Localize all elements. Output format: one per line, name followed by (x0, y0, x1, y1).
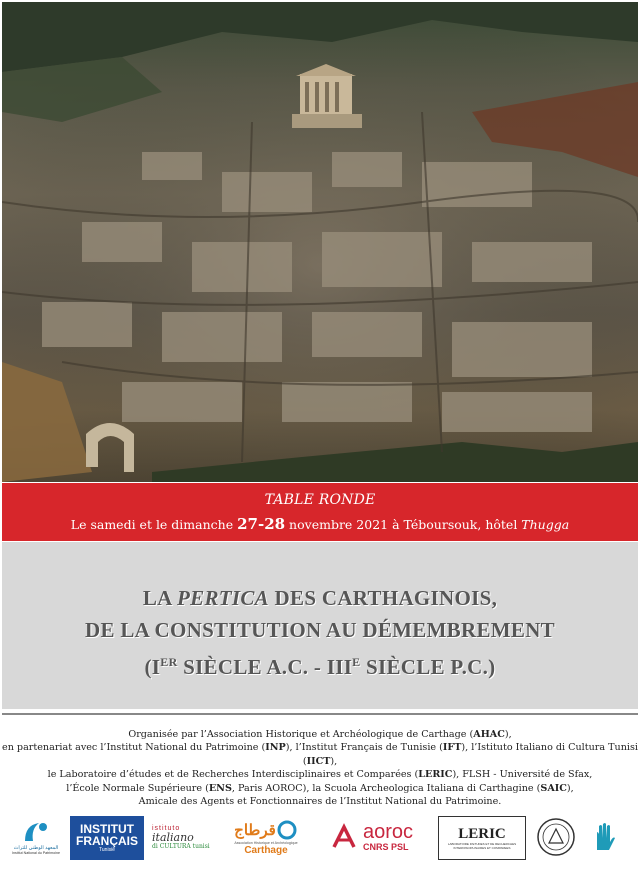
seal-emblem-icon (536, 817, 576, 857)
title-line-1-a: LA (142, 586, 178, 610)
aoroc-logo (314, 812, 428, 862)
iic-line-1: istituto (152, 824, 181, 832)
org-l4e: ), (566, 782, 574, 794)
date-prefix: Le samedi et le dimanche (70, 517, 238, 532)
org-l2d: IFT (442, 742, 462, 754)
org-l2e: ), l’Istituto Italiano di Cultura Tunisi ( (302, 742, 638, 767)
org-l4b: ENS (208, 782, 232, 794)
date-mid: novembre 2021 à Téboursouk, hôtel (285, 517, 522, 532)
title-line-1-c: DES CARTHAGINOIS, (269, 586, 498, 610)
organizers-line-2 (2, 741, 638, 768)
iic-line-2: italiano (152, 830, 194, 844)
title-line-3-b: SIÈCLE A.C. - III (177, 655, 353, 679)
title-line-1 (2, 584, 638, 613)
aerial-photo-ruins (2, 2, 638, 482)
organizers-line-3 (2, 768, 638, 781)
org-l4a: l’École Normale Supérieure ( (66, 782, 209, 794)
org-l2f: IICT (306, 755, 331, 767)
leric-sub: LABORATOIRE D'ETUDES ET DE RECHERCHES INTERDISCIPLINAIRES ET COMPAREES (447, 842, 517, 850)
hand-emblem-icon (589, 820, 619, 854)
date-venue: Thugga (521, 517, 570, 532)
event-banner (2, 483, 638, 541)
leric-logo (438, 816, 526, 860)
org-l3a: le Laboratoire d’études et de Recherches Interdisciplinaires et Comparées ( (47, 769, 419, 781)
org-l3b: LERIC (418, 769, 453, 781)
date-days: 27-28 (237, 515, 286, 533)
org-l1b: AHAC (473, 729, 505, 740)
title-line-3-a: (I (144, 655, 161, 679)
org-l1a: Organisée par l’Association Historique et Archéologique de Carthage ( (128, 729, 474, 740)
ahac-small: Association Historique et Archéologique (234, 840, 298, 845)
title-line-3-sup2: E (352, 655, 361, 669)
title-block (2, 542, 638, 709)
org-l2a: en partenariat avec l’Institut National du Patrimoine ( (2, 742, 266, 754)
iic-line-4: CULTURA (159, 842, 191, 850)
org-l2c: ), l’Institut Français de Tunisie ( (285, 742, 443, 754)
org-l1c: ), (504, 729, 512, 740)
org-l4c: , Paris AOROC), la Scuola Archeologica Italiana di Carthagine ( (231, 782, 541, 794)
inp-arabic: المعهد الوطني للتراث (13, 845, 59, 851)
title-line-3 (2, 648, 638, 682)
ift-line-1: INSTITUT (80, 822, 134, 836)
org-l4d: SAIC (540, 782, 567, 794)
org-l2g: ), (330, 755, 338, 767)
title-line-2: DE LA CONSTITUTION AU DÉMEMBREMENT (85, 618, 555, 642)
organizers-line-4 (2, 782, 638, 795)
org-l3c: ), FLSH - Université de Sfax, (452, 769, 593, 781)
iic-line-3: di (152, 842, 158, 850)
leric-name: LERIC (458, 826, 506, 842)
istituto-italiano-logo (152, 812, 218, 862)
institut-francais-logo (70, 816, 144, 860)
amicale-logo (584, 812, 624, 862)
aoroc-name: aoroc (362, 821, 414, 843)
title-line-1-italic: PERTICA (177, 586, 269, 610)
partner-logos (2, 800, 638, 880)
organizers-line-1 (2, 728, 638, 741)
ift-line-3: Tunisie (99, 847, 115, 853)
seal-logo (534, 812, 578, 862)
ift-line-2: FRANÇAIS (76, 834, 138, 848)
aoroc-sub: CNRS PSL (362, 842, 409, 852)
title-line-3-sup1: ER (160, 655, 178, 669)
iic-line-5: tunisi (192, 842, 210, 850)
inp-fr: Institut National du Patrimoine (12, 851, 60, 855)
org-l2b: INP (265, 742, 286, 754)
event-date-line (2, 515, 638, 533)
inp-emblem-icon (21, 819, 51, 845)
title-line-3-c: SIÈCLE P.C.) (360, 655, 496, 679)
ahac-arc-icon (276, 819, 298, 841)
divider (2, 713, 638, 715)
aoroc-emblem-icon (329, 822, 359, 852)
ahac-arabic: قرطاج (234, 821, 276, 839)
organizers-text (2, 728, 638, 808)
ahac-name: Carthage (244, 844, 288, 856)
ahac-carthage-logo (226, 812, 306, 862)
event-type: TABLE RONDE (264, 492, 376, 508)
inp-logo (12, 812, 60, 862)
organizers-line-5: Amicale des Agents et Fonctionnaires de l’Institut National du Patrimoine. (138, 796, 502, 808)
